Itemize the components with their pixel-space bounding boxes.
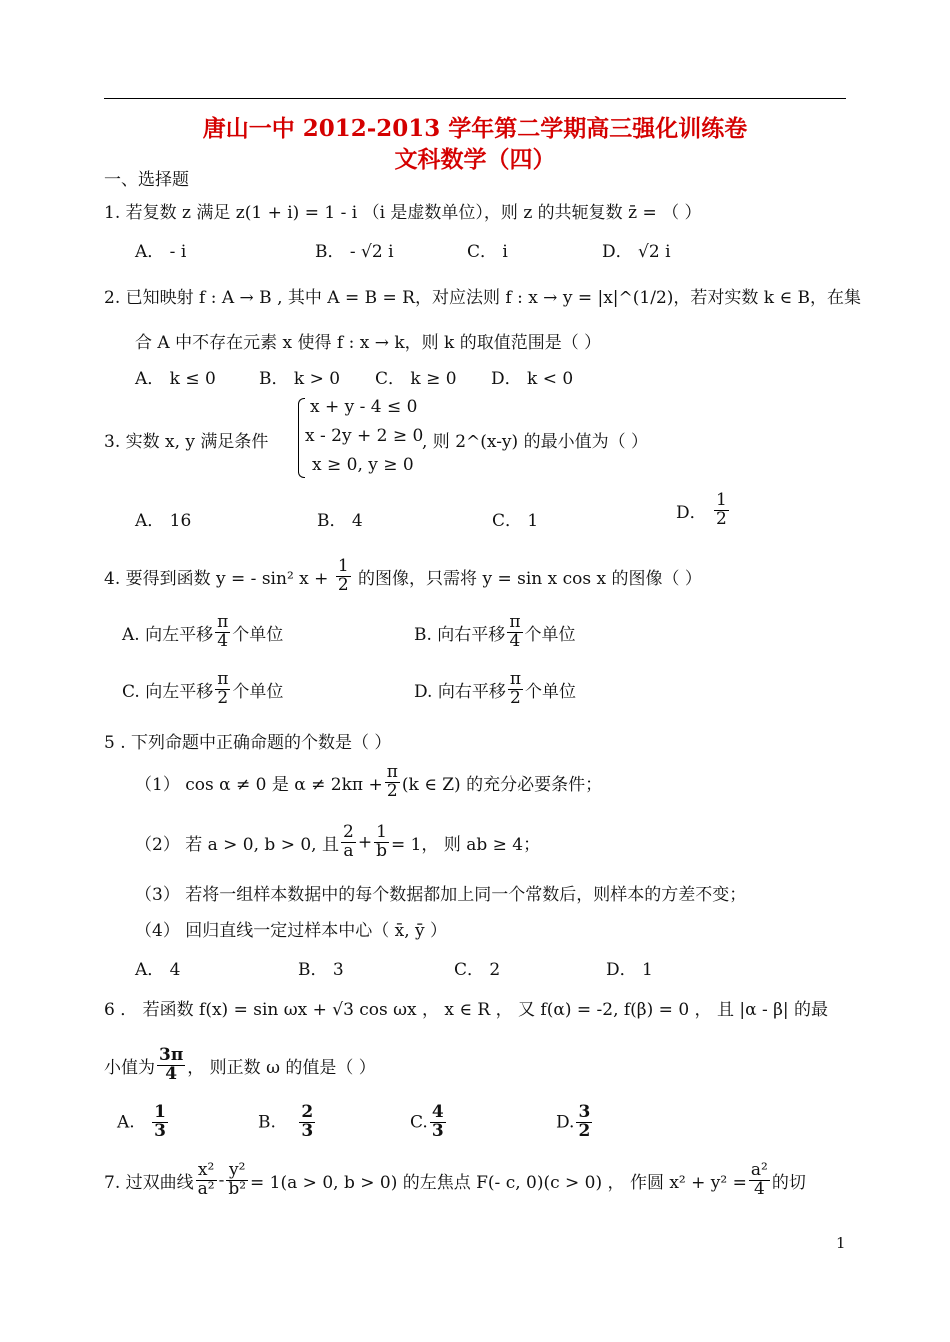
q3-system-brace xyxy=(298,398,305,478)
header-rule xyxy=(104,98,846,99)
q3-condition-3: x ≥ 0, y ≥ 0 xyxy=(312,455,414,475)
doc-subtitle: 文科数学（四） xyxy=(394,146,556,173)
page-number: 1 xyxy=(836,1234,846,1252)
q6-option-d: D. $\frac{3}{2}$ xyxy=(556,1102,591,1141)
q1-option-b: B． - √2 i xyxy=(315,242,394,262)
q5-statement-1: （1） cos α ≠ 0 是 α ≠ 2kπ + $\frac{\pi}{2}$ (k ∈ Z) 的充分必要条件； xyxy=(135,762,603,801)
q3-option-d: D． $\frac{1}{2}$ xyxy=(676,490,727,529)
q5-option-c: C． 2 xyxy=(454,960,501,980)
q4-option-c: C. 向左平移 $\frac{\pi}{2}$ 个单位 xyxy=(122,669,284,708)
q4-option-b: B. 向右平移 $\frac{\pi}{4}$ 个单位 xyxy=(414,612,576,651)
q1-stem: 1. 若复数 z 满足 z(1 + i) = 1 - i （i 是虚数单位），则 z 的共轭复数 z̄ = （ ） xyxy=(104,203,702,223)
q6-line2: 小值为 $\frac{3\pi}{4}$ ， 则正数 ω 的值是（ ） xyxy=(104,1045,376,1084)
q4-stem: 4. 要得到函数 y = - sin² x + $\frac{1}{2}$ 的图像，只需将 y = sin x cos x 的图像（ ） xyxy=(104,556,702,595)
q1-option-d: D． √2 i xyxy=(602,242,671,262)
q3-option-a: A． 16 xyxy=(135,511,192,531)
q6-option-a: A. $\frac{1}{3}$ xyxy=(117,1102,166,1141)
q5-statement-3: （3） 若将一组样本数据中的每个数据都加上同一个常数后，则样本的方差不变； xyxy=(135,885,747,905)
doc-title: 唐山一中 2012-2013 学年第二学期高三强化训练卷 xyxy=(202,115,748,142)
q5-option-a: A． 4 xyxy=(135,960,181,980)
q5-stem: 5 . 下列命题中正确命题的个数是（ ） xyxy=(104,733,392,753)
q2-option-a: A． k ≤ 0 xyxy=(135,369,216,389)
q7-line1: 7. 过双曲线 $\frac{\text{x²}}{\text{a²}}$ - $\frac{\text{y²}}{\text{b²}}$ = 1(a > 0, b > 0) 的左焦点 F(- c, 0)(c > 0) ， 作圆 x² + y² = $\frac{\text{a²}}{4}$ 的切 xyxy=(104,1160,806,1199)
q3-option-c: C． 1 xyxy=(492,511,539,531)
q5-option-d: D． 1 xyxy=(606,960,653,980)
q4-option-a: A. 向左平移 $\frac{\pi}{4}$ 个单位 xyxy=(122,612,284,651)
q6-option-c: C. $\frac{4}{3}$ xyxy=(410,1102,444,1141)
q5-statement-4: （4） 回归直线一定过样本中心（ x̄, ȳ ） xyxy=(135,921,448,941)
q3-lead: 3. 实数 x, y 满足条件 xyxy=(104,432,269,452)
q2-option-b: B． k > 0 xyxy=(259,369,341,389)
q3-condition-1: x + y - 4 ≤ 0 xyxy=(310,397,418,417)
q1-option-a: A． - i xyxy=(135,242,187,262)
q6-option-b: B. $\frac{2}{3}$ xyxy=(258,1102,314,1141)
q2-line1: 2. 已知映射 f : A → B , 其中 A = B = R，对应法则 f : x → y = |x|^(1/2)，若对实数 k ∈ B，在集 xyxy=(104,288,861,308)
q3-option-b: B． 4 xyxy=(317,511,363,531)
q2-line2: 合 A 中不存在元素 x 使得 f : x → k，则 k 的取值范围是（ ） xyxy=(135,333,602,353)
q3-condition-2: x - 2y + 2 ≥ 0 xyxy=(305,426,424,446)
q2-option-c: C． k ≥ 0 xyxy=(375,369,457,389)
q3-tail: , 则 2^(x-y) 的最小值为（ ） xyxy=(422,432,648,452)
q6-line1: 6 ． 若函数 f(x) = sin ωx + √3 cos ωx ， x ∈ R ， 又 f(α) = -2, f(β) = 0 ， 且 |α - β| 的最 xyxy=(104,1000,829,1020)
q5-statement-2: （2） 若 a > 0, b > 0, 且 $\frac{2}{a}$ + $\frac{1}{b}$ = 1， 则 ab ≥ 4； xyxy=(135,822,541,861)
q5-option-b: B． 3 xyxy=(298,960,344,980)
section-heading: 一、选择题 xyxy=(104,170,189,190)
q1-option-c: C． i xyxy=(467,242,508,262)
q2-option-d: D． k < 0 xyxy=(491,369,574,389)
q4-option-d: D. 向右平移 $\frac{\pi}{2}$ 个单位 xyxy=(414,669,577,708)
